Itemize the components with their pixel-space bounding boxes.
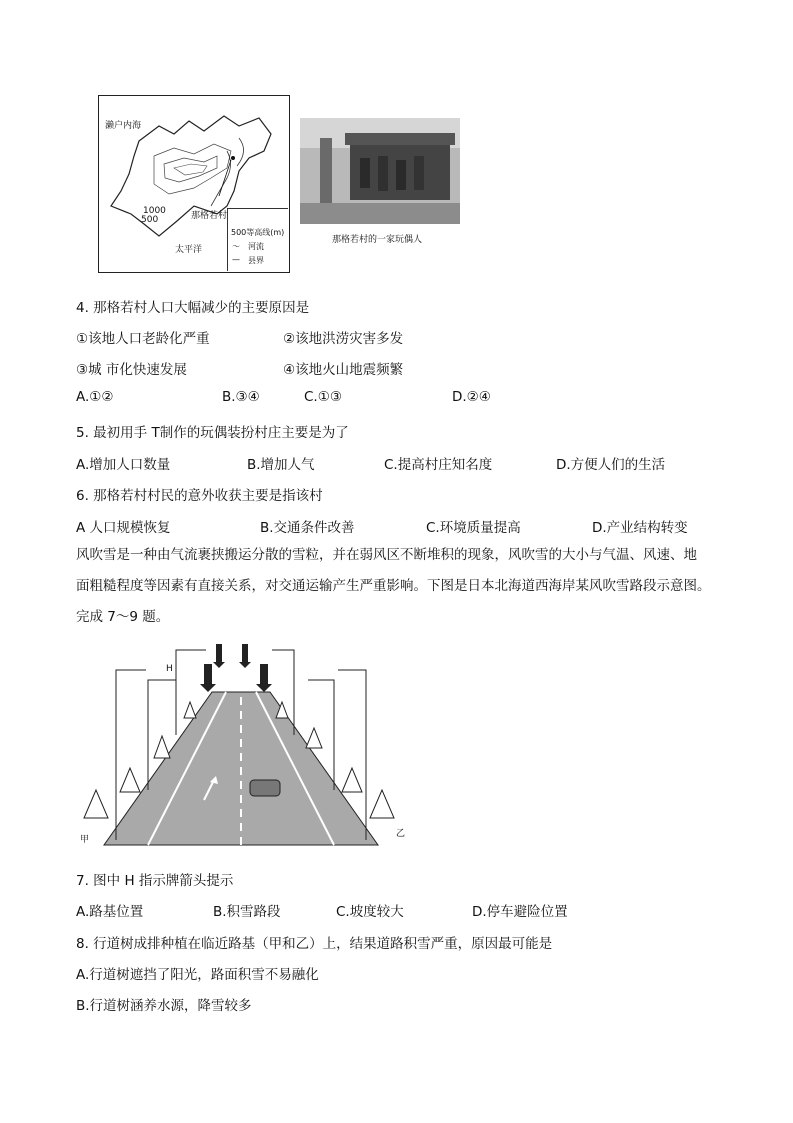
right-roadbed-label: 乙 (396, 829, 406, 839)
sea-label: 濑户内海 (105, 121, 142, 131)
q7-option-b[interactable]: B.积雪路段 (213, 904, 281, 920)
q4-statement-2: ②该地洪涝灾害多发 (283, 331, 404, 347)
q6-stem: 6. 那格若村村民的意外收获主要是指该村 (76, 488, 323, 504)
left-roadbed-label: 甲 (80, 835, 90, 845)
passage-line-2: 面粗糙程度等因素有直接关系，对交通运输产生严重影响。下图是日本北海道西海岸某风吹雪路段示意图。 (76, 578, 711, 594)
q4-option-a[interactable]: A.①② (76, 389, 114, 405)
q4-stem: 4. 那格若村人口大幅减少的主要原因是 (76, 300, 310, 316)
river-icon: 〜 (232, 242, 240, 251)
legend-boundary: 县界 (248, 256, 264, 265)
ocean-label: 太平洋 (175, 245, 203, 255)
q6-option-d[interactable]: D.产业结构转变 (592, 520, 688, 536)
contour-1000-label: 1000 (143, 206, 166, 216)
passage (76, 540, 736, 633)
sign-h-label: H (166, 664, 173, 674)
q4-option-d[interactable]: D.②④ (452, 389, 491, 405)
q8-option-b[interactable]: B.行道树涵养水源，降雪较多 (76, 998, 252, 1014)
photo-image (300, 118, 460, 224)
q7-option-c[interactable]: C.坡度较大 (336, 904, 404, 920)
car-icon (250, 780, 280, 796)
passage-line-3: 完成 7～9 题。 (76, 609, 170, 625)
boundary-line-icon: — (232, 255, 240, 264)
snow-road-diagram (76, 640, 416, 850)
q4-statement-4: ④该地火山地震频繁 (283, 362, 404, 378)
q7-option-a[interactable]: A.路基位置 (76, 904, 144, 920)
q6-option-c[interactable]: C.环境质量提高 (426, 520, 521, 536)
q4-statement-1: ①该地人口老龄化严重 (76, 331, 210, 347)
q8-option-a[interactable]: A.行道树遮挡了阳光，路面积雪不易融化 (76, 967, 319, 983)
legend-contour: 500等高线(m) (231, 228, 285, 237)
q6-option-a[interactable]: A 人口规模恢复 (76, 520, 171, 536)
q4-option-b[interactable]: B.③④ (222, 389, 260, 405)
q4-statement-3: ③城 市化快速发展 (76, 362, 187, 378)
legend-river: 河流 (248, 242, 264, 251)
contour-500-label: 500 (141, 215, 159, 225)
q4-option-c[interactable]: C.①③ (304, 389, 342, 405)
q8-stem: 8. 行道树成排种植在临近路基（甲和乙）上，结果道路积雪严重，原因最可能是 (76, 936, 553, 952)
village-label: 那格若村 (191, 211, 228, 221)
marker-arrow-icon (200, 644, 272, 692)
village-doll-photo (300, 118, 460, 224)
q5-stem: 5. 最初用手 T制作的玩偶装扮村庄主要是为了 (76, 425, 349, 441)
q5-option-a[interactable]: A.增加人口数量 (76, 457, 171, 473)
q5-option-c[interactable]: C.提高村庄知名度 (384, 457, 493, 473)
q6-option-b[interactable]: B.交通条件改善 (260, 520, 355, 536)
q5-option-b[interactable]: B.增加人气 (247, 457, 315, 473)
q7-option-d[interactable]: D.停车避险位置 (472, 904, 568, 920)
road-illustration (76, 640, 416, 850)
q7-stem: 7. 图中 H 指示牌箭头提示 (76, 873, 234, 889)
passage-line-1: 风吹雪是一种由气流裹挟搬运分散的雪粒，并在弱风区不断堆积的现象，风吹雪的大小与气温、风速、地 (76, 547, 697, 563)
photo-caption: 那格若村的一家玩偶人 (332, 235, 423, 245)
map-legend (227, 208, 288, 271)
q5-option-d[interactable]: D.方便人们的生活 (556, 457, 666, 473)
